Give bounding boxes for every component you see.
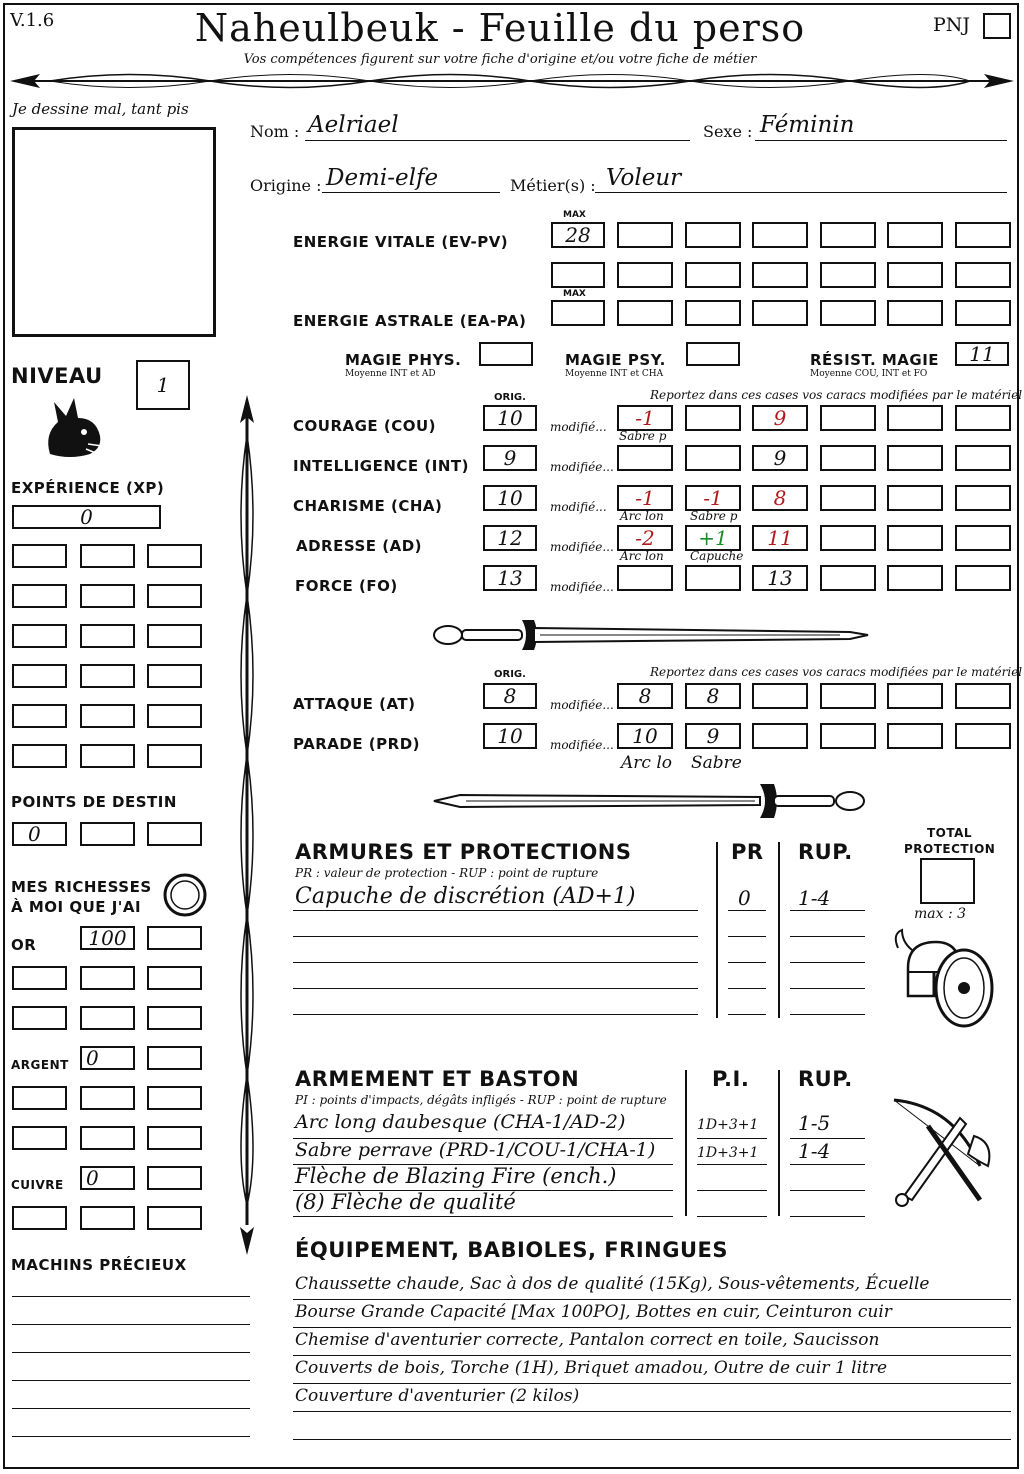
stat-mod-box[interactable]: 9 — [752, 405, 808, 431]
combat-note: Arc lo — [621, 753, 672, 773]
armor-pr-header: PR — [731, 840, 764, 864]
weapon-item-name[interactable]: Sabre perrave (PRD-1/COU-1/CHA-1) — [295, 1139, 656, 1161]
stat-mod-box[interactable] — [820, 485, 876, 511]
magic-phys-box[interactable] — [479, 342, 533, 366]
helmet-shield-icon — [888, 928, 1000, 1032]
stat-mod-box[interactable] — [955, 485, 1011, 511]
stat-mod-box[interactable] — [617, 445, 673, 471]
xp-grid-box[interactable] — [147, 664, 202, 688]
xp-label: EXPÉRIENCE (XP) — [11, 479, 165, 497]
stat-mod-box[interactable]: 11 — [752, 525, 808, 551]
stat-mod-box[interactable] — [955, 405, 1011, 431]
armor-note: PR : valeur de protection - RUP : point de rupture — [295, 866, 599, 880]
stat-mod-note: Arc lon — [620, 509, 664, 523]
valuables-label: MACHINS PRÉCIEUX — [11, 1256, 187, 1274]
origin-label: Origine : — [250, 176, 322, 195]
silver-box[interactable] — [80, 1086, 135, 1110]
stat-orig-box-fo[interactable]: 13 — [483, 565, 537, 591]
stat-label-cou: COURAGE (COU) — [293, 417, 437, 435]
xp-grid-box[interactable] — [147, 624, 202, 648]
xp-grid-box[interactable] — [147, 584, 202, 608]
xp-grid-box[interactable] — [147, 704, 202, 728]
weapons-divider — [778, 1070, 780, 1216]
xp-grid-box[interactable] — [12, 744, 67, 768]
stat-mod-box[interactable] — [887, 485, 943, 511]
attack-orig-box[interactable]: 8 — [483, 683, 537, 709]
origin-value[interactable]: Demi-elfe — [326, 165, 439, 191]
ea-box[interactable] — [685, 300, 741, 326]
armor-line[interactable] — [293, 988, 698, 989]
silver-box[interactable] — [147, 1126, 202, 1150]
weapon-item-name[interactable]: Flèche de Blazing Fire (ench.) — [295, 1164, 617, 1188]
xp-grid-box[interactable] — [147, 744, 202, 768]
stat-mod-box[interactable] — [955, 525, 1011, 551]
stat-label-cha: CHARISME (CHA) — [293, 497, 443, 515]
parry-mod-box[interactable] — [887, 723, 943, 749]
dragon-icon — [40, 394, 106, 462]
destiny-box[interactable] — [80, 822, 135, 846]
ev-box[interactable] — [887, 262, 943, 288]
valuables-line[interactable] — [12, 1324, 250, 1325]
stat-mod-box[interactable] — [617, 565, 673, 591]
ev-box[interactable] — [685, 222, 741, 248]
stat-mod-box[interactable] — [887, 565, 943, 591]
xp-grid-box[interactable] — [80, 744, 135, 768]
silver-box[interactable]: 0 — [80, 1046, 135, 1070]
armor-line[interactable] — [293, 962, 698, 963]
stat-mod-box[interactable]: 9 — [752, 445, 808, 471]
ev-box[interactable] — [617, 222, 673, 248]
stat-orig-box-int[interactable]: 9 — [483, 445, 537, 471]
equipment-line[interactable] — [293, 1439, 1011, 1440]
xp-box[interactable]: 0 — [12, 505, 161, 529]
armor-line[interactable] — [293, 1014, 698, 1015]
stat-mod-box[interactable] — [887, 445, 943, 471]
silver-box[interactable] — [147, 1086, 202, 1110]
stat-mod-box[interactable] — [820, 525, 876, 551]
stat-mod-note: Sabre p — [619, 429, 667, 443]
stat-mod-note: Arc lon — [620, 549, 664, 563]
armor-line[interactable] — [728, 1014, 766, 1015]
ev-box[interactable] — [752, 262, 808, 288]
weapon-item-rup[interactable]: 1-4 — [798, 1139, 831, 1163]
armor-rup-header: RUP. — [798, 840, 853, 864]
ev-box[interactable] — [685, 262, 741, 288]
xp-grid-box[interactable] — [80, 624, 135, 648]
attack-label: ATTAQUE (AT) — [293, 695, 416, 713]
stat-modified-label: modifiée... — [550, 580, 614, 594]
equipment-line-text[interactable]: Chaussette chaude, Sac à dos de qualité (15Kg), Sous-vêtements, Écuelle — [295, 1274, 930, 1294]
stat-label-fo: FORCE (FO) — [295, 577, 398, 595]
xp-grid-box[interactable] — [12, 664, 67, 688]
weapon-line — [293, 1216, 673, 1217]
ea-max-label: MAX — [563, 289, 586, 299]
sword-icon — [430, 778, 870, 824]
gold-label: OR — [11, 936, 37, 954]
stat-mod-note: Sabre p — [690, 509, 738, 523]
weapon-line — [790, 1164, 865, 1165]
weapons-crossed-icon — [884, 1096, 1004, 1214]
stat-orig-box-cou[interactable]: 10 — [483, 405, 537, 431]
armor-line[interactable] — [293, 936, 698, 937]
armor-divider — [716, 842, 718, 1018]
weapons-note: PI : points d'impacts, dégâts infligés - RUP : point de rupture — [295, 1093, 667, 1107]
magic-psy-note: Moyenne INT et CHA — [565, 369, 664, 379]
stat-mod-note: Capuche — [690, 549, 744, 563]
weapon-item-rup[interactable]: 1-5 — [798, 1111, 831, 1135]
wealth-label-2: À MOI QUE J'AI — [11, 898, 142, 916]
version-label: V.1.6 — [10, 10, 55, 31]
weapon-line — [790, 1216, 865, 1217]
stat-mod-box[interactable]: 13 — [752, 565, 808, 591]
xp-grid-box[interactable] — [12, 584, 67, 608]
equipment-line-text[interactable]: Couverts de bois, Torche (1H), Briquet amadou, Outre de cuir 1 litre — [295, 1358, 888, 1378]
equipment-line — [293, 1327, 1011, 1328]
silver-box[interactable] — [12, 1126, 67, 1150]
armor-line — [790, 910, 865, 911]
armor-line — [728, 910, 766, 911]
weapon-item-pi[interactable]: 1D+3+1 — [697, 1145, 759, 1161]
xp-grid-box[interactable] — [80, 704, 135, 728]
silver-box[interactable] — [80, 1126, 135, 1150]
gold-box[interactable] — [147, 1006, 202, 1030]
destiny-box[interactable] — [147, 822, 202, 846]
stat-mod-box[interactable]: -1 — [617, 405, 673, 431]
job-label: Métier(s) : — [510, 176, 596, 195]
equipment-line — [293, 1411, 1011, 1412]
ev-max-label: MAX — [563, 210, 586, 220]
stat-mod-box[interactable]: 8 — [752, 485, 808, 511]
armor-line[interactable] — [728, 962, 766, 963]
stat-mod-box[interactable]: -1 — [617, 485, 673, 511]
name-value[interactable]: Aelriael — [308, 112, 399, 138]
level-box[interactable]: 1 — [136, 360, 190, 410]
gold-box[interactable] — [12, 966, 67, 990]
stat-mod-box[interactable] — [955, 565, 1011, 591]
pnj-checkbox[interactable] — [983, 13, 1011, 39]
parry-label: PARADE (PRD) — [293, 735, 421, 753]
stat-mod-box[interactable] — [820, 565, 876, 591]
attack-mod-box[interactable] — [752, 683, 808, 709]
gold-box[interactable]: 100 — [80, 926, 135, 950]
weapon-line — [697, 1216, 767, 1217]
gold-box[interactable] — [80, 966, 135, 990]
equipment-line-text[interactable]: Bourse Grande Capacité [Max 100PO], Bottes en cuir, Ceinturon cuir — [295, 1302, 892, 1322]
gold-box[interactable] — [147, 966, 202, 990]
ea-box[interactable] — [887, 300, 943, 326]
ev-box[interactable] — [752, 222, 808, 248]
equipment-line — [293, 1299, 1011, 1300]
valuables-line[interactable] — [12, 1352, 250, 1353]
ev-label: ENERGIE VITALE (EV-PV) — [293, 233, 509, 251]
total-protection-box[interactable] — [920, 858, 975, 904]
armor-title: ARMURES ET PROTECTIONS — [295, 840, 632, 864]
vertical-spear-ornament — [232, 395, 262, 1255]
armor-item-name[interactable]: Capuche de discrétion (AD+1) — [295, 884, 636, 909]
combat-note: Sabre — [691, 753, 742, 773]
armor-item-pr[interactable]: 0 — [738, 886, 751, 910]
ea-label: ENERGIE ASTRALE (EA-PA) — [293, 312, 527, 330]
coin-icon — [162, 872, 208, 918]
ea-box[interactable] — [617, 300, 673, 326]
parry-modified-label: modifiée... — [550, 738, 614, 752]
copper-box[interactable] — [147, 1206, 202, 1230]
gold-box[interactable] — [12, 1006, 67, 1030]
job-value[interactable]: Voleur — [606, 165, 682, 191]
equipment-title: ÉQUIPEMENT, BABIOLES, FRINGUES — [295, 1238, 728, 1262]
copper-box[interactable]: 0 — [80, 1166, 135, 1190]
sex-value[interactable]: Féminin — [760, 112, 855, 138]
stat-modified-label: modifiée... — [550, 460, 614, 474]
stat-mod-box[interactable] — [820, 445, 876, 471]
magic-psy-label: MAGIE PSY. — [565, 351, 666, 369]
stats-report-note: Reportez dans ces cases vos caracs modifiées par le matériel — [650, 388, 1023, 402]
silver-box[interactable] — [147, 1046, 202, 1070]
weapons-rup-header: RUP. — [798, 1067, 853, 1091]
ev-box[interactable] — [617, 262, 673, 288]
valuables-line[interactable] — [12, 1408, 250, 1409]
weapon-line — [697, 1138, 767, 1139]
attack-mod-box[interactable] — [887, 683, 943, 709]
stat-mod-box[interactable] — [685, 405, 741, 431]
wealth-label-1: MES RICHESSES — [11, 878, 152, 896]
copper-box[interactable] — [12, 1206, 67, 1230]
sword-icon — [430, 612, 870, 658]
armor-line[interactable] — [728, 988, 766, 989]
weapon-line — [697, 1164, 767, 1165]
stats-orig-label: ORIG. — [494, 392, 526, 403]
copper-box[interactable] — [80, 1206, 135, 1230]
stat-label-ad: ADRESSE (AD) — [296, 537, 423, 555]
silver-box[interactable] — [12, 1086, 67, 1110]
parry-mod-box[interactable] — [820, 723, 876, 749]
stat-orig-box-ad[interactable]: 12 — [483, 525, 537, 551]
name-line — [305, 140, 690, 141]
job-line — [595, 192, 1007, 193]
attack-modified-label: modifiée... — [550, 698, 614, 712]
armor-line — [293, 910, 698, 911]
weapon-item-name[interactable]: (8) Flèche de qualité — [295, 1190, 516, 1214]
attack-mod-box[interactable] — [955, 683, 1011, 709]
magic-resist-note: Moyenne COU, INT et FO — [810, 369, 928, 379]
silver-label: ARGENT — [11, 1058, 69, 1072]
parry-mod-box[interactable]: 10 — [617, 723, 673, 749]
magic-phys-note: Moyenne INT et AD — [345, 369, 436, 379]
parry-mod-box[interactable] — [955, 723, 1011, 749]
armor-divider — [778, 842, 780, 1018]
weapon-item-pi[interactable]: 1D+3+1 — [697, 1117, 759, 1133]
combat-orig-label: ORIG. — [494, 669, 526, 680]
ea-box[interactable] — [820, 300, 876, 326]
stat-mod-box[interactable] — [887, 525, 943, 551]
equipment-line-text[interactable]: Couverture d'aventurier (2 kilos) — [295, 1386, 580, 1406]
magic-phys-label: MAGIE PHYS. — [345, 351, 462, 369]
equipment-line-text[interactable]: Chemise d'aventurier correcte, Pantalon correct en toile, Saucisson — [295, 1330, 880, 1350]
level-label: NIVEAU — [11, 364, 103, 388]
sex-label: Sexe : — [703, 122, 753, 141]
stat-mod-box[interactable]: +1 — [685, 525, 741, 551]
stat-mod-box[interactable] — [955, 445, 1011, 471]
copper-box[interactable] — [147, 1166, 202, 1190]
xp-grid-box[interactable] — [12, 544, 67, 568]
attack-mod-box[interactable]: 8 — [685, 683, 741, 709]
ev-max-box[interactable]: 28 — [551, 222, 605, 248]
pnj-label: PNJ — [933, 14, 971, 36]
valuables-line[interactable] — [12, 1296, 250, 1297]
magic-psy-box[interactable] — [686, 342, 740, 366]
total-protection-label-1: TOTAL — [927, 826, 973, 840]
stat-mod-box[interactable] — [685, 445, 741, 471]
xp-grid-box[interactable] — [80, 664, 135, 688]
xp-grid-box[interactable] — [80, 544, 135, 568]
stat-mod-box[interactable] — [820, 405, 876, 431]
header-spear-ornament — [10, 66, 1014, 96]
gold-box[interactable] — [80, 1006, 135, 1030]
ev-box[interactable] — [955, 222, 1011, 248]
page-subtitle: Vos compétences figurent sur votre fiche d'origine et/ou votre fiche de métier — [243, 52, 757, 67]
weapons-title: ARMEMENT ET BASTON — [295, 1067, 580, 1091]
gold-box[interactable] — [147, 926, 202, 950]
weapon-item-name[interactable]: Arc long daubesque (CHA-1/AD-2) — [295, 1111, 626, 1133]
sex-line — [755, 140, 1007, 141]
armor-line[interactable] — [790, 988, 865, 989]
weapon-line — [790, 1190, 865, 1191]
ev-box[interactable] — [820, 222, 876, 248]
armor-line[interactable] — [728, 936, 766, 937]
equipment-line — [293, 1355, 1011, 1356]
armor-line[interactable] — [790, 1014, 865, 1015]
ev-box[interactable] — [551, 262, 605, 288]
weapon-line — [697, 1190, 767, 1191]
combat-report-note: Reportez dans ces cases vos caracs modifiées par le matériel — [650, 665, 1023, 679]
parry-mod-box[interactable]: 9 — [685, 723, 741, 749]
ev-box[interactable] — [887, 222, 943, 248]
parry-mod-box[interactable] — [752, 723, 808, 749]
ev-box[interactable] — [820, 262, 876, 288]
armor-line[interactable] — [790, 962, 865, 963]
magic-resist-box[interactable]: 11 — [955, 342, 1009, 366]
attack-mod-box[interactable] — [820, 683, 876, 709]
xp-grid-box[interactable] — [12, 624, 67, 648]
total-protection-max: max : 3 — [914, 906, 967, 922]
stat-modified-label: modifié... — [550, 420, 607, 434]
stat-mod-box[interactable]: -1 — [685, 485, 741, 511]
armor-item-rup[interactable]: 1-4 — [798, 886, 831, 910]
portrait-caption: Je dessine mal, tant pis — [12, 100, 189, 118]
destiny-label: POINTS DE DESTIN — [11, 793, 177, 811]
ea-max-box[interactable] — [551, 300, 605, 326]
valuables-line[interactable] — [12, 1436, 250, 1437]
stat-orig-box-cha[interactable]: 10 — [483, 485, 537, 511]
equipment-line — [293, 1383, 1011, 1384]
armor-line[interactable] — [790, 936, 865, 937]
portrait-box[interactable] — [12, 127, 216, 337]
ev-box[interactable] — [955, 262, 1011, 288]
ea-box[interactable] — [955, 300, 1011, 326]
weapons-pi-header: P.I. — [712, 1067, 750, 1091]
copper-label: CUIVRE — [11, 1178, 64, 1192]
name-label: Nom : — [250, 122, 300, 141]
ea-box[interactable] — [752, 300, 808, 326]
page-title: Naheulbeuk - Feuille du perso — [194, 6, 806, 50]
origin-line — [322, 192, 500, 193]
parry-orig-box[interactable]: 10 — [483, 723, 537, 749]
stat-mod-box[interactable]: -2 — [617, 525, 673, 551]
xp-grid-box[interactable] — [12, 704, 67, 728]
stat-mod-box[interactable] — [685, 565, 741, 591]
valuables-line[interactable] — [12, 1380, 250, 1381]
stat-label-int: INTELLIGENCE (INT) — [293, 457, 469, 475]
stat-mod-box[interactable] — [887, 405, 943, 431]
attack-mod-box[interactable]: 8 — [617, 683, 673, 709]
stat-modified-label: modifiée... — [550, 540, 614, 554]
stat-modified-label: modifié... — [550, 500, 607, 514]
xp-grid-box[interactable] — [147, 544, 202, 568]
weapons-divider — [685, 1070, 687, 1216]
magic-resist-label: RÉSIST. MAGIE — [810, 351, 940, 369]
total-protection-label-2: PROTECTION — [904, 842, 996, 856]
destiny-box[interactable]: 0 — [12, 822, 67, 846]
xp-grid-box[interactable] — [80, 584, 135, 608]
